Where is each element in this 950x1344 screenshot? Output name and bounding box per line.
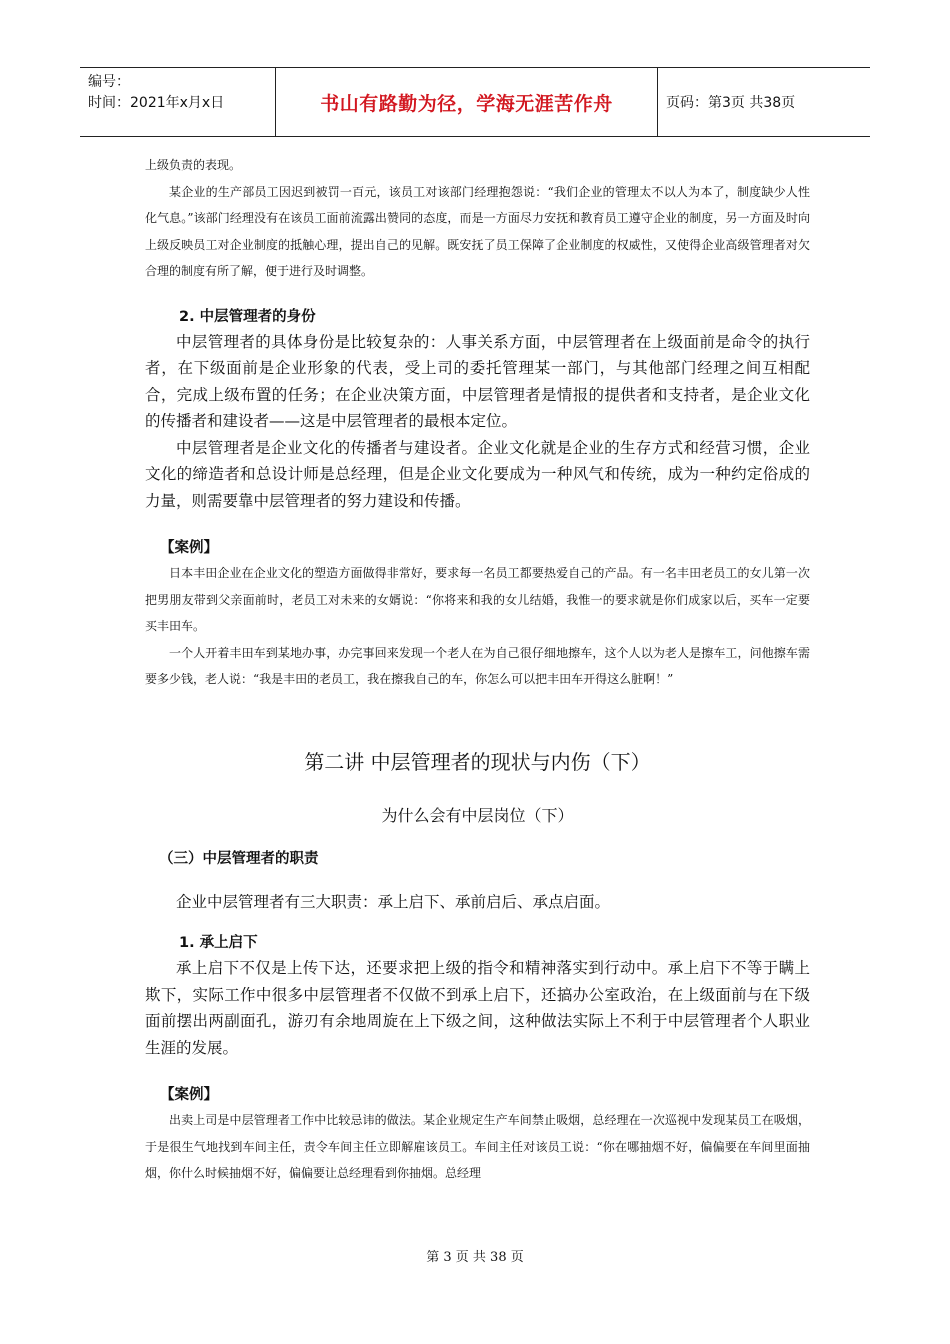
lecture-title: 第二讲 中层管理者的现状与内伤（下） (304, 749, 651, 774)
header-page-info: 页码：第3页 共38页 (666, 95, 796, 111)
paragraph: 中层管理者的具体身份是比较复杂的：人事关系方面，中层管理者在上级面前是命令的执行者，在下级面前是企业形象的代表，受上司的委托管理某一部门，与其他部门经理之间互相配合，完成上级布置的任务；在企业决策方面，中层管理者是情报的提供者和支持者，是企业文化的传播者和建设者——这是中层管理者的最根本定位。 (145, 332, 810, 430)
paragraph: 中层管理者是企业文化的传播者与建设者。企业文化就是企业的生存方式和经营习惯，企业文化的缔造者和总设计师是总经理，但是企业文化要成为一种风气和传统，成为一种约定俗成的力量，则需要靠中层管理者的努力建设和传播。 (145, 438, 810, 510)
page-footer: 第 3 页 共 38 页 (426, 1250, 524, 1265)
section-heading: 1. 承上启下 (179, 935, 258, 951)
paragraph: 某企业的生产部员工因迟到被罚一百元，该员工对该部门经理抱怨说：“我们企业的管理太不以人为本了，制度缺少人性化气息。”该部门经理没有在该员工面前流露出赞同的态度，而是一方面尽力安抚和教育员工遵守企业的制度，另一方面及时向上级反映员工对企业制度的抵触心理，提出自己的见解。既安抚了员工保障了企业制度的权威性，又使得企业高级管理者对欠合理的制度有所了解，便于进行及时调整。 (145, 184, 810, 278)
time-label: 时间：2021年x月x日 (88, 95, 225, 111)
number-label: 编号： (88, 74, 130, 90)
document-body (145, 152, 810, 1187)
paragraph: 承上启下不仅是上传下达，还要求把上级的指令和精神落实到行动中。承上启下不等于瞒上欺下，实际工作中很多中层管理者不仅做不到承上启下，还搞办公室政治，在上级面前与在下级面前摆出两副面孔，游刃有余地周旋在上下级之间，这种做法实际上不利于中层管理者个人职业生涯的发展。 (145, 959, 810, 1057)
page-header (80, 67, 870, 137)
paragraph: 日本丰田企业在企业文化的塑造方面做得非常好，要求每一名员工都要热爱自己的产品。有一名丰田老员工的女儿第一次把男朋友带到父亲面前时，老员工对未来的女婿说：“你将来和我的女儿结婚，我惟一的要求就是你们成家以后，买车一定要买丰田车。 (145, 566, 810, 633)
paragraph: 企业中层管理者有三大职责：承上启下、承前启后、承点启面。 (176, 892, 611, 911)
header-motto: 书山有路勤为径，学海无涯苦作舟 (276, 68, 658, 136)
paragraph: 出卖上司是中层管理者工作中比较忌讳的做法。某企业规定生产车间禁止吸烟，总经理在一次巡视中发现某员工在吸烟，于是很生气地找到车间主任，责令车间主任立即解雇该员工。车间主任对该员工说：“你在哪抽烟不好，偏偏要在车间里面抽烟，你什么时候抽烟不好，偏偏要让总经理看到你抽烟。总经理 (145, 1113, 810, 1180)
section-heading: 2. 中层管理者的身份 (179, 308, 316, 325)
header-meta (80, 68, 276, 136)
case-label: 【案例】 (160, 1087, 218, 1103)
paragraph: 一个人开着丰田车到某地办事，办完事回来发现一个老人在为自己很仔细地擦车，这个人以为老人是擦车工，问他擦车需要多少钱，老人说：“我是丰田的老员工，我在擦我自己的车，你怎么可以把丰田车开得这么脏啊！” (145, 645, 810, 686)
lecture-subtitle: 为什么会有中层岗位（下） (381, 805, 574, 825)
paragraph: 上级负责的表现。 (145, 158, 242, 172)
case-label: 【案例】 (160, 540, 218, 556)
section-heading: （三）中层管理者的职责 (159, 850, 319, 867)
